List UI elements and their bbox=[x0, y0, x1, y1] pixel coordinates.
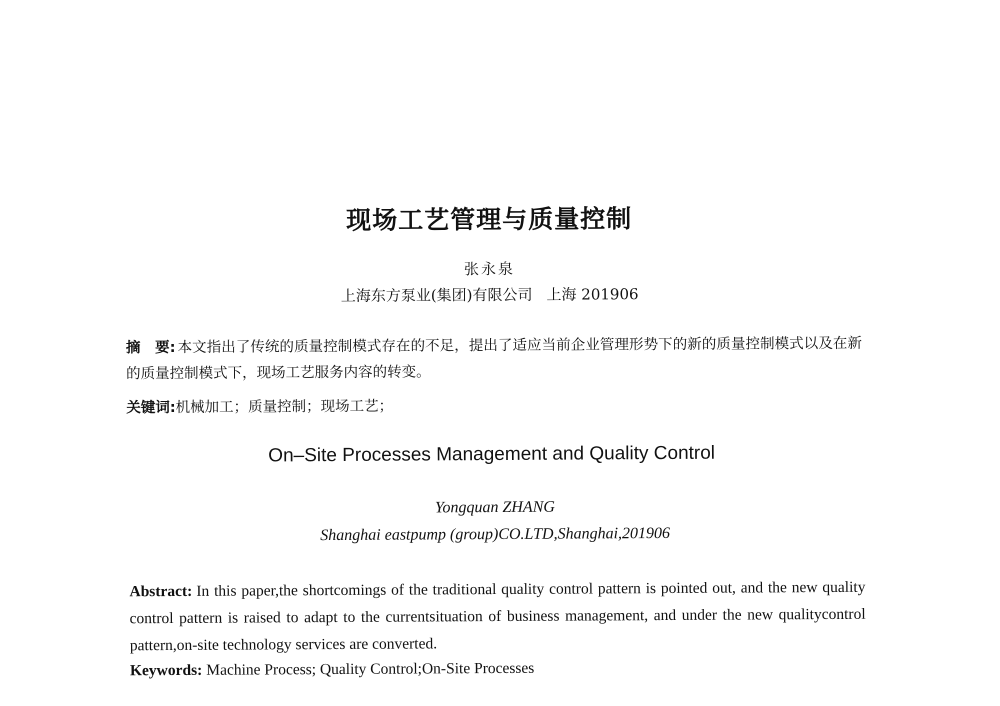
english-abstract-text: In this paper,the shortcomings of the traditional quality control pattern is pointed out, and the new quality control pattern is raised to adapt to the currentsituation of business management, and under the new qualitycontrol pattern,on-site technology services are converted. bbox=[129, 578, 866, 655]
english-author: Yongquan ZHANG bbox=[434, 498, 555, 517]
english-keywords-label: Keywords: bbox=[129, 661, 203, 680]
chinese-title: 现场工艺管理与质量控制 bbox=[346, 204, 633, 235]
chinese-keywords bbox=[126, 392, 862, 420]
english-abstract-label: Abstract: bbox=[129, 582, 193, 601]
english-abstract bbox=[129, 574, 865, 659]
english-title: On–Site Processes Management and Quality Control bbox=[268, 442, 716, 467]
chinese-location: 上海 201906 bbox=[546, 285, 639, 304]
english-affiliation: Shanghai eastpump (group)CO.LTD,Shanghai,201906 bbox=[320, 524, 671, 545]
chinese-author: 张永泉 bbox=[463, 259, 516, 279]
chinese-abstract bbox=[126, 331, 862, 387]
chinese-keywords-label: 关键词: bbox=[126, 399, 176, 417]
chinese-affiliation: 上海东方泵业(集团)有限公司 bbox=[340, 285, 533, 305]
english-keywords bbox=[130, 655, 866, 683]
chinese-affiliation-line bbox=[0, 281, 980, 308]
chinese-keywords-text: 机械加工；质量控制；现场工艺； bbox=[175, 398, 394, 416]
chinese-abstract-text: 本文指出了传统的质量控制模式存在的不足，提出了适应当前企业管理形势下的新的质量控制模式以及在新的质量控制模式下，现场工艺服务内容的转变。 bbox=[126, 335, 863, 383]
english-keywords-text: Machine Process; Quality Control;On-Site Processes bbox=[206, 659, 535, 679]
chinese-abstract-label: 摘 要: bbox=[125, 339, 176, 357]
